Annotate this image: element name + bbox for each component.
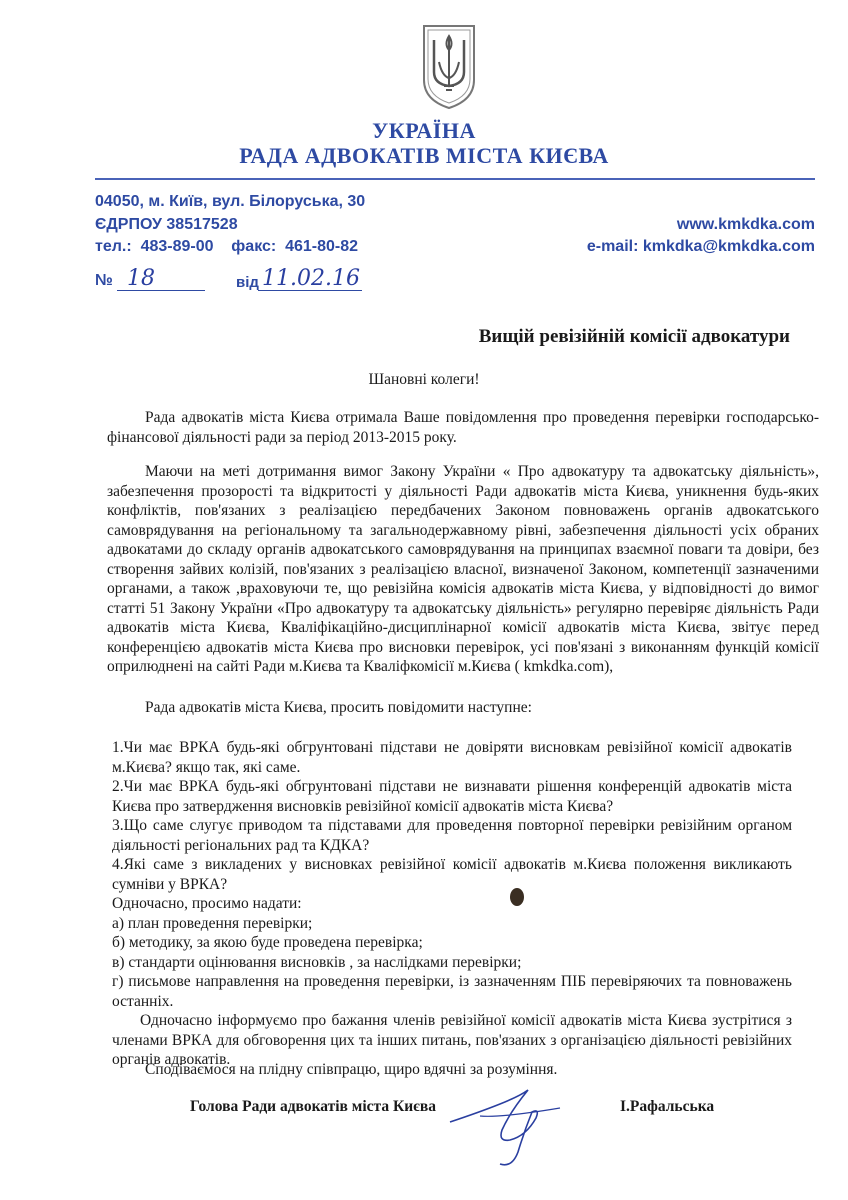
reg-number-field <box>117 266 205 291</box>
ink-blot <box>510 888 524 906</box>
address: 04050, м. Київ, вул. Білоруська, 30 <box>95 193 366 210</box>
question-item: 1.Чи має ВРКА будь-які обгрунтовані підстави не довіряти висновкам ревізійної комісії адвокатів м.Києва? якщо так, які саме. <box>112 739 792 776</box>
paragraph-2: Маючи на меті дотримання вимог Закону України « Про адвокатуру та адвокатську діяльність», забезпечення прозорості та відкритості у діяльності Ради адвокатів міста Києва, уникнення будь-яких конфліктів, пов'язаних з реалізацією передбачених Законом повноважень органів адвокатського самоврядування на регіональному та загальнодержавному рівні, забезпечення діяльності усіх обраних адвокатами до складу органів адвокатського самоврядування на принципах взаємної поваги та довіри, без створення зайвих колізій, пов'язаних з реалізацією власної, визначеної Законом, компетенції зазначеними органами, а також ,враховуючи те, що ревізійна комісія адвокатів міста Києва, у відповідності до вимог статті 51 Закону України «Про адвокатуру та адвокатську діяльність» регулярно перевіряє діяльність Ради адвокатів міста Києва, Кваліфікаційно-дисциплінарної комісії адвокатів міста Києва, звітує перед конференцією адвокатів міста Києва про висновки перевірок, усі пов'язані з виконанням функцій комісії оприлюднені на сайті Ради м.Києва та Кваліфкомісії м.Києва ( kmkdka.com), <box>107 463 819 675</box>
reg-number-value: 18 <box>127 266 155 291</box>
question-item: 3.Що саме слугує приводом та підставами для проведення повторної перевірки ревізійним органом діяльності регіональних рад та КДКА? <box>112 817 792 854</box>
trident-coat-of-arms-icon <box>420 22 478 110</box>
questions-list <box>112 738 792 1070</box>
organization-title: РАДА АДВОКАТІВ МІСТА КИЄВА <box>239 143 609 168</box>
handwritten-signature <box>440 1082 600 1172</box>
question-item: 4.Які саме з викладених у висновках ревізійної комісії адвокатів м.Києва положення викликають сумніви у ВРКА? <box>112 856 792 893</box>
greeting: Шановні колеги! <box>368 371 480 388</box>
request-item: г) письмове направлення на проведення перевірки, із зазначенням ПІБ перевіряючих та повноважень останніх. <box>112 973 792 1010</box>
paragraph-3: Рада адвокатів міста Києва, просить повідомити наступне: <box>145 699 532 716</box>
phone-fax: тел.: 483-89-00 факс: 461-80-82 <box>95 238 359 255</box>
signer-title: Голова Ради адвокатів міста Києва <box>190 1098 436 1115</box>
closing-line: Сподіваємося на плідну співпрацю, щиро вдячні за розуміння. <box>145 1061 558 1078</box>
request-item: а) план проведення перевірки; <box>112 914 313 932</box>
reg-date-field <box>258 266 362 291</box>
paragraph-1: Рада адвокатів міста Києва отримала Ваше повідомлення про проведення перевірки господарсько-фінансової діяльності ради за період 2013-2015 року. <box>107 409 819 446</box>
edrpou-code: ЄДРПОУ 38517528 <box>95 216 238 233</box>
country-title: УКРАЇНА <box>372 118 476 143</box>
recipient: Вищій ревізійній комісії адвокатури <box>478 326 790 347</box>
signer-name: І.Рафальська <box>620 1098 715 1115</box>
reg-date-label: від <box>236 274 259 291</box>
reg-date-value: 11.02.16 <box>262 266 360 291</box>
request-intro: Одночасно, просимо надати: <box>112 895 302 912</box>
email-link[interactable]: e-mail: kmkdka@kmkdka.com <box>586 238 815 255</box>
website-link[interactable]: www.kmkdka.com <box>676 216 815 233</box>
letterhead-divider <box>95 178 815 180</box>
paragraph-4: Одночасно інформуємо про бажання членів ревізійної комісії адвокатів міста Києва зустрітися з членами ВРКА для обговорення цих та інших питань, пов'язаних з організацією діяльності ревізійних органів адвокатів. <box>112 1012 792 1068</box>
request-item: в) стандарти оцінювання висновків , за наслідками перевірки; <box>112 953 522 971</box>
reg-number-label: № <box>95 272 113 289</box>
question-item: 2.Чи має ВРКА будь-які обгрунтовані підстави не визнавати рішення конференцій адвокатів міста Києва про затвердження висновків ревізійної комісії адвокатів міста Києва? <box>112 778 792 815</box>
request-item: б) методику, за якою буде проведена перевірка; <box>112 934 423 951</box>
